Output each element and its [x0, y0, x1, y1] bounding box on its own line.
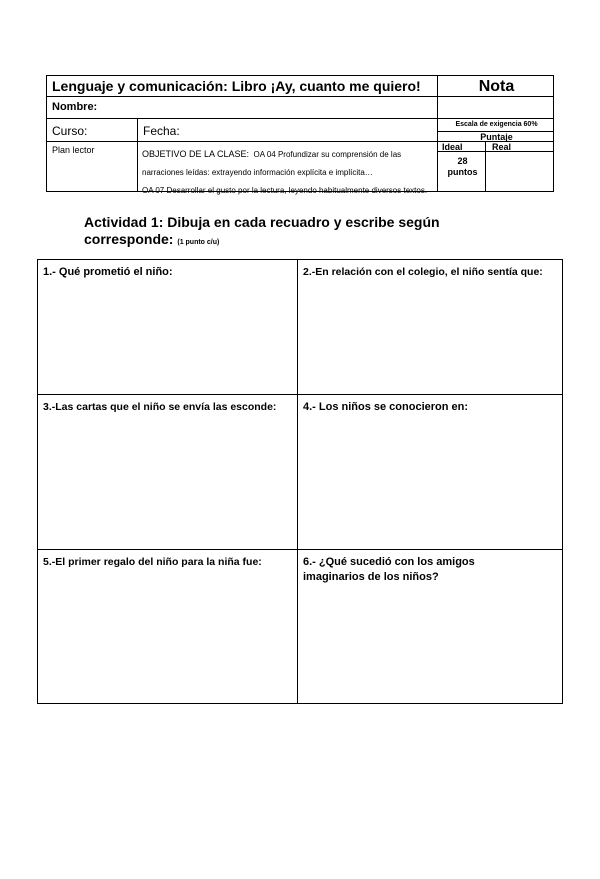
curso-label: Curso:: [52, 124, 88, 138]
plan-label: Plan lector: [52, 145, 95, 155]
objetivo-oa04: OA 04 Profundizar su comprensión de las narraciones leídas: extrayendo información explícita e implícita…: [142, 150, 402, 177]
nombre-label: Nombre:: [52, 101, 98, 113]
ideal-points-unit: puntos: [447, 167, 478, 177]
header-table: [46, 75, 554, 195]
question-2: 2.-En relación con el colegio, el niño sentía que:: [303, 266, 543, 278]
question-6: 6.- ¿Qué sucedió con los amigos imaginarios de los niños?: [303, 556, 475, 583]
fecha-label: Fecha:: [143, 124, 180, 138]
activity-points: (1 punto c/u): [177, 239, 220, 246]
answer-box-2[interactable]: [298, 260, 563, 394]
ideal-points-value: 28: [457, 156, 468, 166]
nota-value-cell[interactable]: [437, 96, 554, 119]
question-4: 4.- Los niños se conocieron en:: [303, 401, 469, 413]
objetivo-oa07: OA 07 Desarrollar el gusto por la lectura, leyendo habitualmente diversos textos.: [142, 186, 428, 195]
answer-box-6[interactable]: [298, 550, 563, 704]
ideal-label: Ideal: [442, 142, 463, 152]
question-3: 3.-Las cartas que el niño se envía las esconde:: [43, 401, 277, 413]
activity-title: [84, 214, 484, 251]
curso-cell[interactable]: [46, 118, 138, 142]
escala-label: Escala de exigencia 60%: [455, 121, 538, 128]
real-value-cell[interactable]: [485, 151, 554, 192]
objetivo-prefix: OBJETIVO DE LA CLASE:: [142, 149, 250, 159]
objetivo-cell: [137, 141, 438, 195]
activity-title-text: Actividad 1: Dibuja en cada recuadro y escribe según corresponde:: [84, 214, 440, 247]
escala-cell: [437, 118, 554, 132]
nombre-cell[interactable]: [46, 96, 438, 119]
question-1: 1.- Qué prometió el niño:: [43, 266, 173, 278]
worksheet-title: Lenguaje y comunicación: Libro ¡Ay, cuanto me quiero!: [52, 78, 421, 94]
nota-label: Nota: [478, 78, 515, 95]
answer-box-1[interactable]: [38, 260, 297, 394]
plan-cell: [46, 141, 138, 192]
answer-box-5[interactable]: [38, 550, 297, 704]
question-5: 5.-El primer regalo del niño para la niña fue:: [43, 556, 262, 568]
ideal-value-cell: [437, 151, 486, 192]
fecha-cell[interactable]: [137, 118, 438, 142]
puntaje-label: Puntaje: [480, 132, 513, 142]
nota-cell: [437, 75, 554, 97]
title-cell: [46, 75, 438, 97]
answer-box-3[interactable]: [38, 395, 297, 549]
real-label: Real: [492, 142, 512, 152]
question-grid: [37, 259, 563, 704]
answer-box-4[interactable]: [298, 395, 563, 549]
